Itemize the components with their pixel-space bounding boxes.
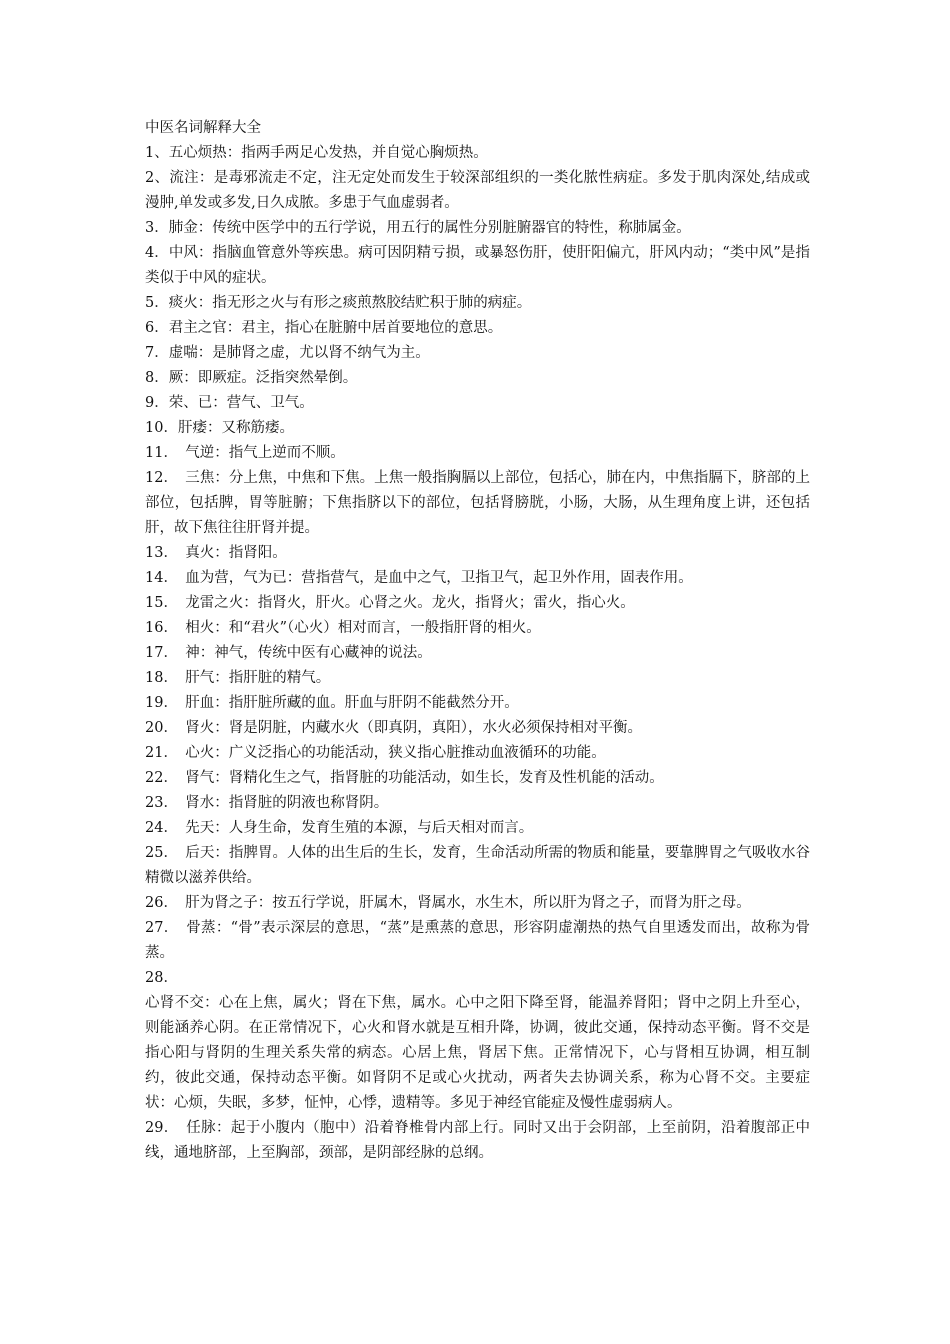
entry-text: 血为营，气为已：营指营气，是血中之气，卫指卫气，起卫外作用，固表作用。: [170, 570, 693, 586]
entry-text: 肾水：指肾脏的阴液也称肾阴。: [170, 795, 389, 811]
entry-number: 11．: [145, 445, 171, 461]
entry-text: 肾气：肾精化生之气，指肾脏的功能活动，如生长，发育及性机能的活动。: [170, 770, 664, 786]
entry-number: 25．: [145, 845, 171, 861]
entry-text: 五心烦热：指两手两足心发热，并自觉心胸烦热。: [168, 145, 488, 161]
entry-item: [145, 666, 810, 691]
entry-number: 9．: [145, 395, 169, 411]
entry-text: 肝气：指肝脏的精气。: [170, 670, 331, 686]
entry-text: 心火：广义泛指心的功能活动，狭义指心脏推动血液循环的功能。: [170, 745, 606, 761]
entry-text: 荣、已：营气、卫气。: [168, 395, 314, 411]
entry-item: [145, 616, 810, 641]
entry-item: [145, 316, 810, 341]
entry-text: 三焦：分上焦，中焦和下焦。上焦一般指胸膈以上部位，包括心，肺在内，中焦指膈下，脐部的上部位，包括脾，胃等脏腑；下焦指脐以下的部位，包括肾膀胱，小肠，大肠，从生理角度上讲，还包括肝，故下焦往往肝肾并提。: [145, 470, 811, 536]
entry-item: [145, 366, 810, 391]
entry-text: 痰火：指无形之火与有形之痰煎熬胶结贮积于肺的病症。: [168, 295, 532, 311]
entry-text: 肝痿：又称筋痿。: [177, 420, 294, 436]
entry-number: 15．: [145, 595, 171, 611]
entry-number: 29．: [145, 1120, 172, 1136]
entry-text: 厥：即厥症。泛指突然晕倒。: [168, 370, 358, 386]
entry-text: 流注：是毒邪流走不定，注无定处而发生于较深部组织的一类化脓性病症。多发于肌肉深处,结成或漫肿,单发或多发,日久成脓。多患于气血虚弱者。: [145, 170, 810, 211]
entry-number: 19．: [145, 695, 171, 711]
entry-item: [145, 241, 810, 291]
entry-number: 21．: [145, 745, 171, 761]
entry-item: [145, 741, 810, 766]
entry-number: 5．: [145, 295, 169, 311]
entry-text: 骨蒸：“骨”表示深层的意思，“蒸”是熏蒸的意思，形容阴虚潮热的热气自里透发而出，故称为骨蒸。: [145, 920, 810, 961]
entry-number: 16．: [145, 620, 171, 636]
entry-number: 1、: [145, 145, 169, 161]
entry-text: 君主之官：君主，指心在脏腑中居首要地位的意思。: [168, 320, 503, 336]
entry-number: 24．: [145, 820, 171, 836]
entry-text: 肝血：指肝脏所藏的血。肝血与肝阴不能截然分开。: [170, 695, 519, 711]
document-page: [145, 116, 810, 1166]
entry-text: 中风：指脑血管意外等疾患。病可因阴精亏损，或暴怒伤肝，使肝阳偏亢，肝风内动；“类中风”是指类似于中风的症状。: [145, 245, 810, 286]
entry-item: [145, 841, 810, 891]
entry-item: [145, 216, 810, 241]
entry-number: 8．: [145, 370, 169, 386]
entry-number: 10．: [145, 420, 178, 436]
entry-text: 气逆：指气上逆而不顺。: [170, 445, 345, 461]
entry-item: [145, 391, 810, 416]
entry-text: 龙雷之火：指肾火，肝火。心肾之火。龙火，指肾火；雷火，指心火。: [170, 595, 635, 611]
entry-item: [145, 441, 810, 466]
entry-text: 真火：指肾阳。: [170, 545, 287, 561]
entry-text: 虚喘：是肺肾之虚，尤以肾不纳气为主。: [168, 345, 430, 361]
entry-number: 18．: [145, 670, 171, 686]
entry-number: 26．: [145, 895, 171, 911]
entry-number: 27．: [145, 920, 172, 936]
entry-number: 3．: [145, 220, 169, 236]
entry-text: 任脉：起于小腹内（胞中）沿着脊椎骨内部上行。同时又出于会阴部，上至前阴，沿着腹部正中线，通地脐部，上至胸部，颈部，是阴部经脉的总纲。: [145, 1120, 810, 1161]
entry-item: [145, 641, 810, 666]
entry-number: 4．: [145, 245, 169, 261]
entry-number: 20．: [145, 720, 171, 736]
entry-item: [145, 566, 810, 591]
entry-text: 心肾不交：心在上焦，属火；肾在下焦，属水。心中之阳下降至肾，能温养肾阳；肾中之阴上升至心，则能涵养心阴。在正常情况下，心火和肾水就是互相升降，协调，彼此交通，保持动态平衡。肾不交是指心阳与肾阴的生理关系失常的病态。心居上焦，肾居下焦。正常情况下，心与肾相互协调，相互制约，彼此交通，保持动态平衡。如肾阴不足或心火扰动，两者失去协调关系，称为心肾不交。主要症状：心烦，失眠，多梦，怔忡，心悸，遗精等。多见于神经官能症及慢性虚弱病人。: [145, 995, 810, 1111]
entry-text: 相火：和“君火”（心火）相对而言，一般指肝肾的相火。: [170, 620, 541, 636]
entry-item: [145, 891, 810, 916]
entry-item: [145, 591, 810, 616]
entry-number: 2、: [145, 170, 170, 186]
entry-text: 肾火：肾是阴脏，内藏水火（即真阴，真阳），水火必须保持相对平衡。: [170, 720, 642, 736]
entry-text: 肝为肾之子：按五行学说，肝属木，肾属水，水生木，所以肝为肾之子，而肾为肝之母。: [170, 895, 751, 911]
entry-text: 神：神气，传统中医有心藏神的说法。: [170, 645, 432, 661]
entry-text: 先天：人身生命，发育生殖的本源，与后天相对而言。: [170, 820, 534, 836]
entry-list: [145, 141, 810, 1166]
entry-item: [145, 991, 810, 1116]
entry-number: 13．: [145, 545, 171, 561]
document-title: 中医名词解释大全: [145, 120, 261, 136]
entry-item: [145, 791, 810, 816]
entry-number: 12．: [145, 470, 171, 486]
entry-item: [145, 816, 810, 841]
entry-item: [145, 141, 810, 166]
entry-item: [145, 166, 810, 216]
entry-text: 后天：指脾胃。人体的出生后的生长，发育，生命活动所需的物质和能量，要靠脾胃之气吸收水谷精微以滋养供给。: [145, 845, 811, 886]
entry-number: 7．: [145, 345, 169, 361]
entry-item: [145, 916, 810, 966]
entry-item: [145, 416, 810, 441]
entry-number: 17．: [145, 645, 171, 661]
entry-number: 22．: [145, 770, 171, 786]
entry-number: 14．: [145, 570, 171, 586]
entry-item: [145, 1116, 810, 1166]
entry-item: [145, 466, 810, 541]
entry-item: [145, 766, 810, 791]
entry-item: [145, 966, 810, 991]
entry-item: [145, 541, 810, 566]
entry-item: [145, 291, 810, 316]
entry-item: [145, 716, 810, 741]
entry-number: 6．: [145, 320, 169, 336]
entry-item: [145, 691, 810, 716]
entry-number: 28．: [145, 970, 178, 986]
entry-number: 23．: [145, 795, 171, 811]
entry-item: [145, 341, 810, 366]
entry-text: 肺金：传统中医学中的五行学说，用五行的属性分别脏腑器官的特性，称肺属金。: [168, 220, 691, 236]
